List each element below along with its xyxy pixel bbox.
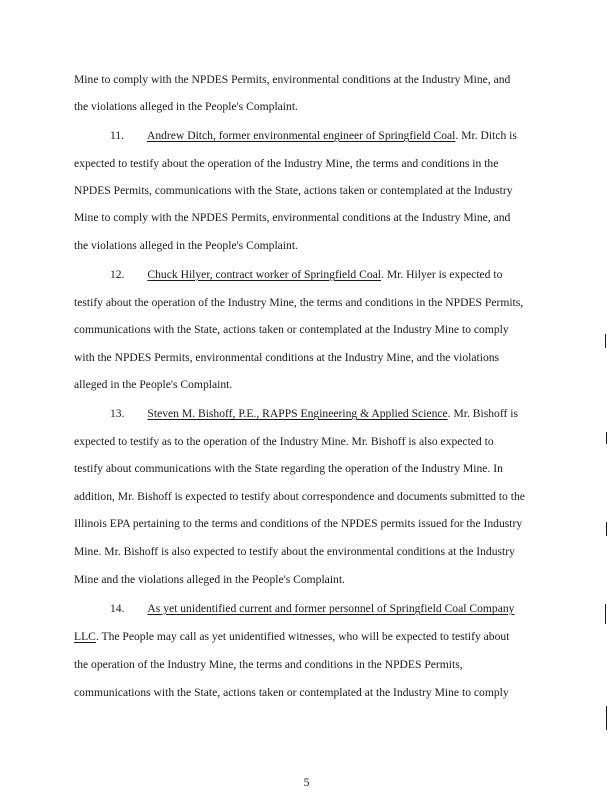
text-line: the violations alleged in the People's Complaint.	[74, 239, 298, 252]
witness-heading: Chuck Hilyer, contract worker of Springfield Coal	[147, 268, 382, 281]
text-line: testify about the operation of the Industry Mine, the terms and conditions in the NPDES Permits,	[74, 296, 524, 309]
text-line: Mine and the violations alleged in the People's Complaint.	[74, 573, 345, 586]
text-line: the violations alleged in the People's Complaint.	[74, 100, 298, 113]
text-line: expected to testify as to the operation of the Industry Mine. Mr. Bishoff is also expected to	[74, 435, 494, 448]
text-line: expected to testify about the operation of the Industry Mine, the terms and conditions in the	[74, 157, 499, 170]
paragraph-number: 12.	[110, 268, 125, 281]
paragraph-number: 14.	[110, 602, 125, 615]
scan-mark	[606, 522, 607, 536]
paragraph-number: 13.	[110, 407, 125, 420]
text-line: Mine to comply with the NPDES Permits, environmental conditions at the Industry Mine, and	[74, 73, 511, 86]
paragraph-11-lead	[110, 129, 517, 143]
page-number: 5	[303, 776, 310, 789]
witness-heading: Andrew Ditch, former environmental engineer of Springfield Coal	[146, 129, 456, 142]
text-line: testify about communications with the State regarding the operation of the Industry Mine. In	[74, 462, 503, 475]
paragraph-14-continuation	[74, 630, 509, 644]
witness-heading-cont: LLC	[74, 630, 96, 643]
text-line: with the NPDES Permits, environmental conditions at the Industry Mine, and the violations	[74, 351, 500, 364]
witness-heading: Steven M. Bishoff, P.E., RAPPS Engineering & Applied Science	[147, 407, 448, 420]
text-line: addition, Mr. Bishoff is expected to testify about correspondence and documents submitted to the	[74, 490, 525, 503]
text-line: NPDES Permits, communications with the State, actions taken or contemplated at the Industry	[74, 184, 513, 197]
lead-text: . Mr. Bishoff is	[447, 407, 518, 420]
paragraph-number: 11.	[110, 129, 125, 142]
lead-text: . Mr. Ditch is	[455, 129, 517, 142]
text-line: communications with the State, actions taken or contemplated at the Industry Mine to comply	[74, 686, 509, 699]
text-line: Mine to comply with the NPDES Permits, environmental conditions at the Industry Mine, and	[74, 211, 511, 224]
paragraph-14-lead	[110, 602, 514, 616]
text-line: the operation of the Industry Mine, the terms and conditions in the NPDES Permits,	[74, 658, 463, 671]
lead-text: . Mr. Hilyer is expected to	[381, 268, 503, 281]
scan-mark	[605, 604, 606, 624]
witness-heading: As yet unidentified current and former personnel of Springfield Coal Company	[147, 602, 515, 615]
paragraph-13-lead	[110, 407, 518, 421]
scan-mark	[606, 432, 607, 444]
lead-text: . The People may call as yet unidentified witnesses, who will be expected to testify about	[95, 630, 510, 643]
text-line: Mine. Mr. Bishoff is also expected to testify about the environmental conditions at the Industry	[74, 545, 515, 558]
scan-mark	[605, 334, 606, 348]
text-line: alleged in the People's Complaint.	[74, 378, 233, 391]
paragraph-12-lead	[110, 268, 502, 282]
scan-mark	[606, 706, 607, 730]
text-line: Illinois EPA pertaining to the terms and conditions of the NPDES permits issued for the Industry	[74, 517, 523, 530]
text-line: communications with the State, actions taken or contemplated at the Industry Mine to comply	[74, 323, 509, 336]
